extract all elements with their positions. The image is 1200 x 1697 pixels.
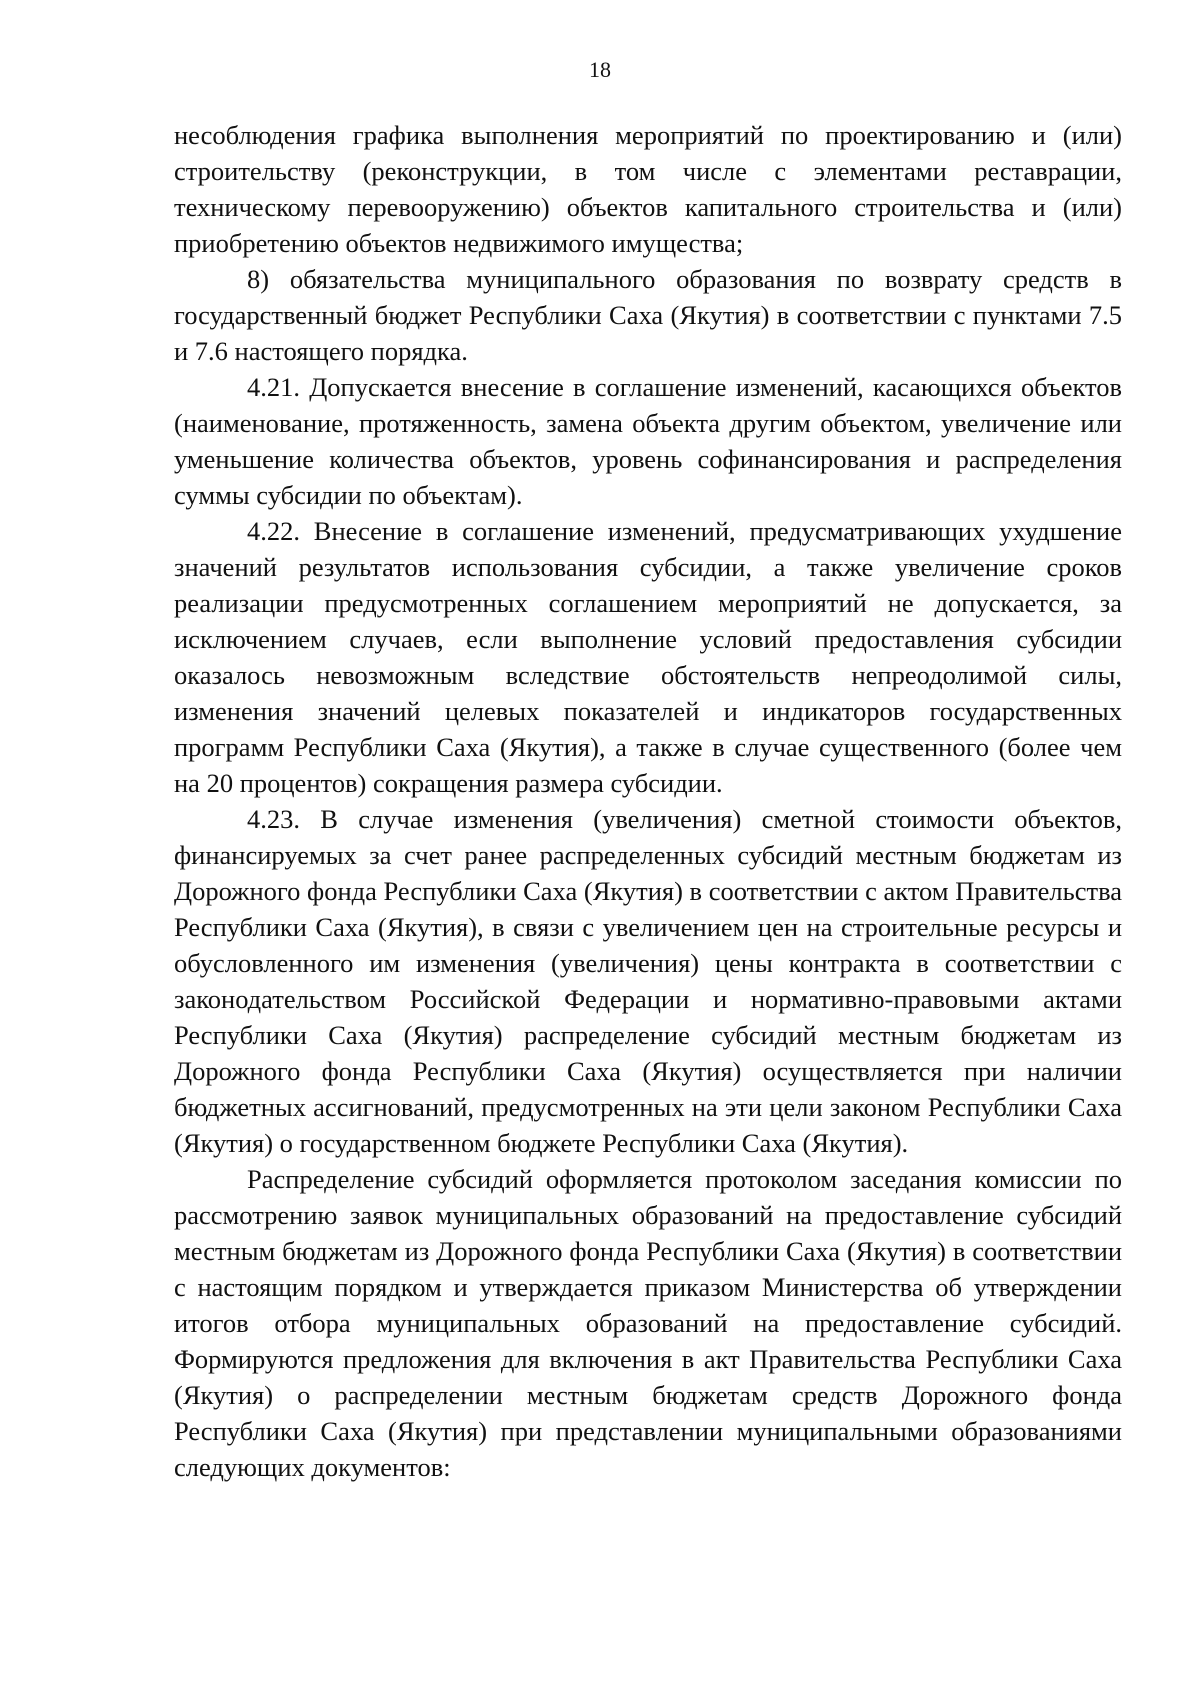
paragraph-4-23: 4.23. В случае изменения (увеличения) сметной стоимости объектов, финансируемых за счет ранее распределенных субсидий местным бюджетам из Дорожного фонда Республики Саха (Якутия) в соответствии с актом Правительства Республики Саха (Якутия), в связи с увеличением цен на строительные ресурсы и обусловленного им изменения (увеличения) цены контракта в соответствии с законодательством Российской Федерации и нормативно-правовыми актами Республики Саха (Якутия) распределение субсидий местным бюджетам из Дорожного фонда Республики Саха (Якутия) осуществляется при наличии бюджетных ассигнований, предусмотренных на эти цели законом Республики Саха (Якутия) о государственном бюджете Республики Саха (Якутия).: [174, 804, 1122, 1158]
paragraph-subsidy-distribution: Распределение субсидий оформляется протоколом заседания комиссии по рассмотрению заявок муниципальных образований на предоставление субсидий местным бюджетам из Дорожного фонда Республики Саха (Якутия) в соответствии с настоящим порядком и утверждается приказом Министерства об утверждении итогов отбора муниципальных образований на предоставление субсидий. Формируются предложения для включения в акт Правительства Республики Саха (Якутия) о распределении местным бюджетам средств Дорожного фонда Республики Саха (Якутия) при представлении муниципальными образованиями следующих документов:: [174, 1164, 1122, 1482]
paragraph-4-22: 4.22. Внесение в соглашение изменений, предусматривающих ухудшение значений результатов использования субсидии, а также увеличение сроков реализации предусмотренных соглашением мероприятий не допускается, за исключением случаев, если выполнение условий предоставления субсидии оказалось невозможным вследствие обстоятельств непреодолимой силы, изменения значений целевых показателей и индикаторов государственных программ Республики Саха (Якутия), а также в случае существенного (более чем на 20 процентов) сокращения размера субсидии.: [174, 516, 1122, 798]
page-number: 18: [589, 57, 611, 82]
paragraph-item-8: 8) обязательства муниципального образования по возврату средств в государственный бюджет Республики Саха (Якутия) в соответствии с пунктами 7.5 и 7.6 настоящего порядка.: [174, 264, 1122, 366]
document-body: [174, 117, 1122, 1485]
paragraph-continuation: несоблюдения графика выполнения мероприятий по проектированию и (или) строительству (реконструкции, в том числе с элементами реставрации, техническому перевооружению) объектов капитального строительства и (или) приобретению объектов недвижимого имущества;: [174, 120, 1122, 258]
paragraph-4-21: 4.21. Допускается внесение в соглашение изменений, касающихся объектов (наименование, протяженность, замена объекта другим объектом, увеличение или уменьшение количества объектов, уровень софинансирования и распределения суммы субсидии по объектам).: [174, 372, 1122, 510]
